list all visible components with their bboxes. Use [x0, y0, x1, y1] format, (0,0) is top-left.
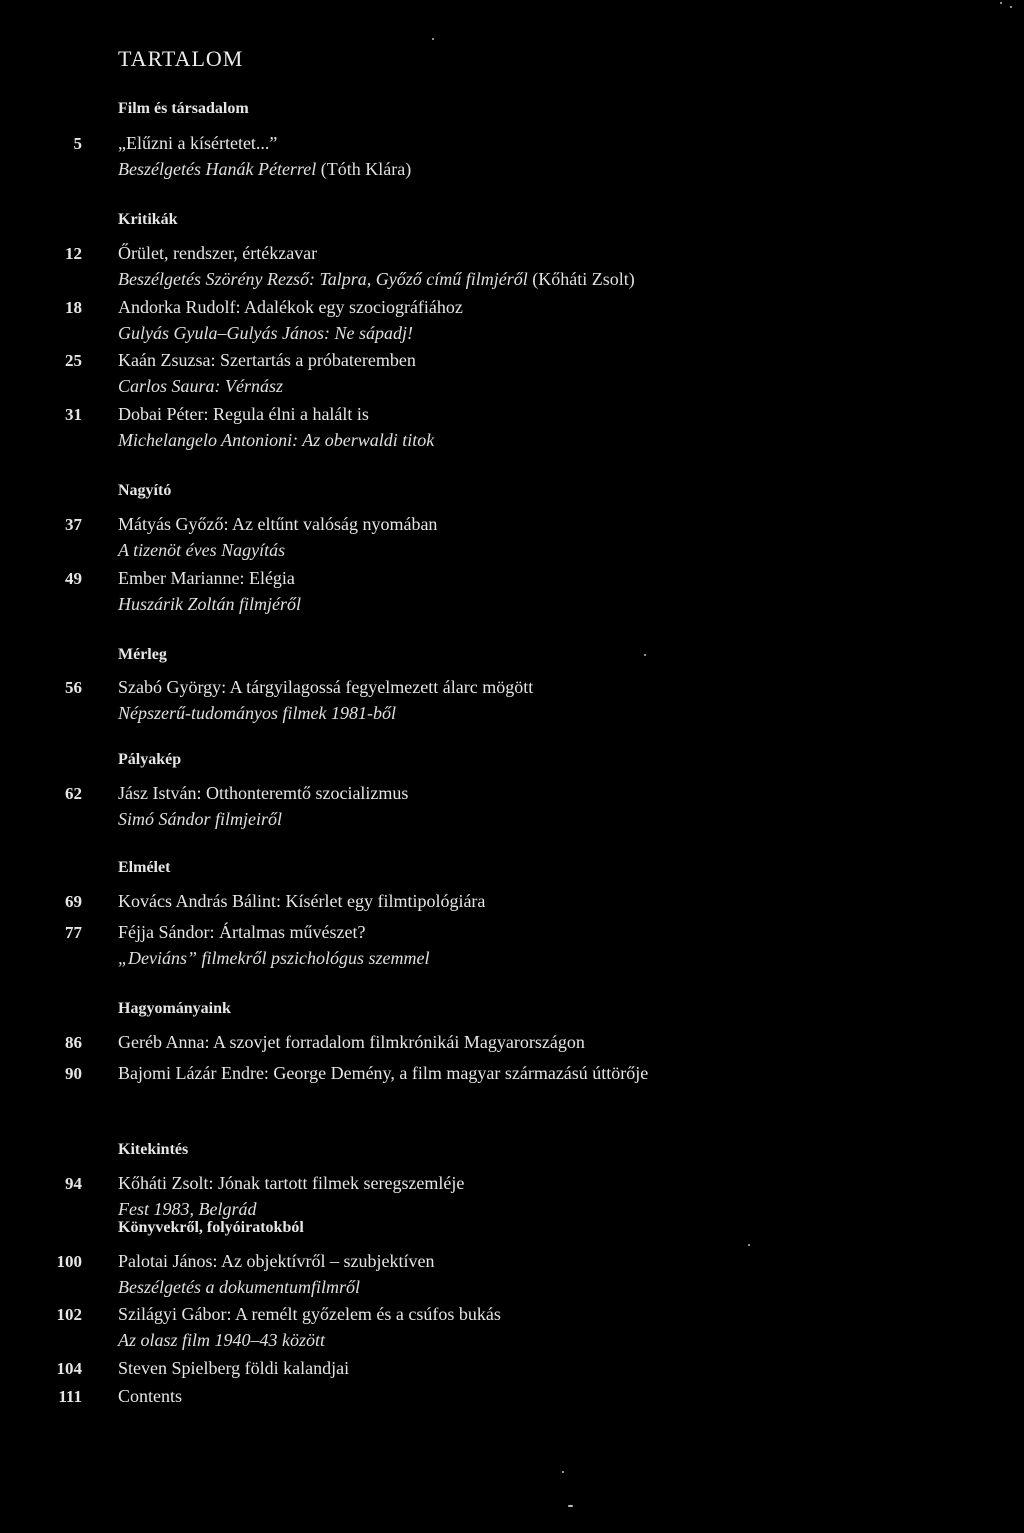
page-number: 94 [65, 1174, 82, 1193]
entry-subtitle: Simó Sándor filmjeiről [118, 809, 283, 829]
entry-subtitle: Az olasz film 1940–43 között [118, 1330, 326, 1350]
entry-title: Contents [118, 1386, 183, 1406]
page-number: 49 [65, 569, 82, 588]
entry-title: Kaán Zsuzsa: Szertartás a próbateremben [118, 350, 416, 370]
page-title: TARTALOM [118, 46, 244, 71]
entry-title: Ember Marianne: Elégia [118, 568, 295, 588]
page-number: 86 [65, 1033, 82, 1052]
entry-author-note: (Tóth Klára) [316, 159, 412, 179]
page-number: 111 [58, 1387, 82, 1406]
page-number: 62 [65, 784, 82, 803]
entry-subtitle: Huszárik Zoltán filmjéről [118, 594, 302, 614]
entry-subtitle: Fest 1983, Belgrád [118, 1199, 257, 1219]
section-heading: Pályakép [118, 751, 182, 768]
entry-subtitle: Carlos Saura: Vérnász [118, 376, 284, 396]
entry-subtitle: Beszélgetés Hanák Péterrel (Tóth Klára) [118, 159, 412, 179]
entry-subtitle: Beszélgetés Szörény Rezső: Talpra, Győző című filmjéről (Kőháti Zsolt) [118, 269, 635, 289]
section-heading: Mérleg [118, 646, 167, 663]
entry-subtitle: „Deviáns” filmekről pszichológus szemmel [118, 948, 430, 968]
scan-speck [644, 654, 646, 656]
entry-title: Őrület, rendszer, értékzavar [118, 243, 318, 263]
scan-speck [748, 1244, 750, 1246]
entry-subtitle: Gulyás Gyula–Gulyás János: Ne sápadj! [118, 323, 413, 343]
page-number: 12 [65, 244, 82, 263]
entry-title: Kovács András Bálint: Kísérlet egy filmtipológiára [118, 891, 486, 911]
page-number: 56 [65, 678, 82, 697]
entry-title: „Elűzni a kísértetet...” [118, 133, 278, 153]
entry-title: Steven Spielberg földi kalandjai [118, 1358, 350, 1378]
entry-subtitle: A tizenöt éves Nagyítás [118, 540, 286, 560]
page-number: 25 [65, 351, 82, 370]
entry-title: Palotai János: Az objektívről – szubjektíven [118, 1251, 435, 1271]
scan-speck [432, 38, 434, 40]
section-heading: Film és társadalom [118, 100, 249, 117]
entry-title: Bajomi Lázár Endre: George Demény, a film magyar származású úttörője [118, 1063, 649, 1083]
scan-speck [1010, 6, 1012, 8]
entry-title: Jász István: Otthonteremtő szocializmus [118, 783, 409, 803]
scan-speck [562, 1471, 564, 1473]
page-number: 69 [65, 892, 82, 911]
entry-title: Geréb Anna: A szovjet forradalom filmkrónikái Magyarországon [118, 1032, 585, 1052]
entry-title: Szabó György: A tárgyilagossá fegyelmezett álarc mögött [118, 677, 534, 697]
scan-speck [1000, 2, 1002, 4]
entry-title: Szilágyi Gábor: A remélt győzelem és a csúfos bukás [118, 1304, 501, 1324]
entry-title: Dobai Péter: Regula élni a halált is [118, 404, 369, 424]
section-heading: Könyvekről, folyóiratokból [118, 1219, 304, 1236]
section-heading: Kritikák [118, 211, 178, 228]
entry-title: Féjja Sándor: Ártalmas művészet? [118, 922, 366, 942]
section-heading: Kitekintés [118, 1141, 189, 1158]
page-number: 5 [73, 134, 82, 153]
page-number: 18 [65, 298, 82, 317]
scan-speck [568, 1505, 573, 1507]
page-number: 100 [56, 1252, 82, 1271]
page-number: 90 [65, 1064, 82, 1083]
entry-title: Kőháti Zsolt: Jónak tartott filmek seregszemléje [118, 1173, 465, 1193]
section-heading: Hagyományaink [118, 1000, 231, 1017]
section-heading: Nagyító [118, 482, 172, 499]
page-number: 77 [65, 923, 82, 942]
page-number: 31 [65, 405, 82, 424]
entry-subtitle: Beszélgetés a dokumentumfilmről [118, 1277, 360, 1297]
page-number: 104 [56, 1359, 82, 1378]
entry-author-note: (Kőháti Zsolt) [527, 269, 635, 289]
entry-subtitle: Népszerű-tudományos filmek 1981-ből [118, 703, 396, 723]
page-number: 102 [56, 1305, 82, 1324]
entry-title: Mátyás Győző: Az eltűnt valóság nyomában [118, 514, 438, 534]
section-heading: Elmélet [118, 859, 171, 876]
entry-title: Andorka Rudolf: Adalékok egy szociográfiához [118, 297, 463, 317]
page-number: 37 [65, 515, 82, 534]
entry-subtitle: Michelangelo Antonioni: Az oberwaldi titok [118, 430, 435, 450]
